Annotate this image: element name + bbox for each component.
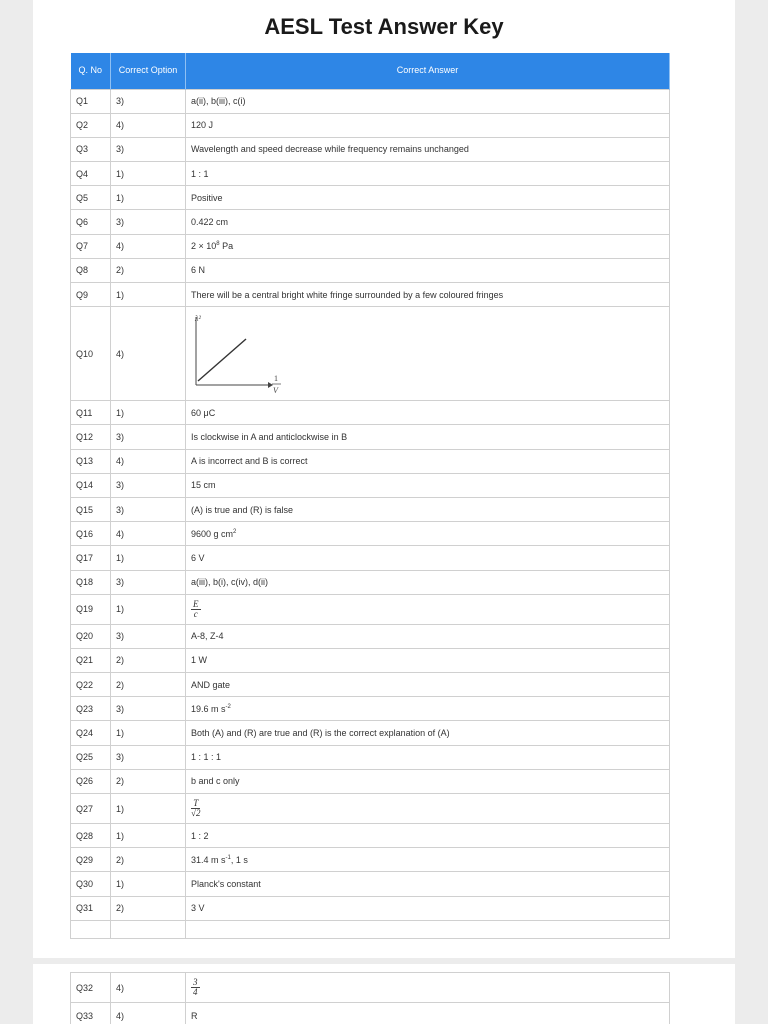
correct-answer bbox=[186, 973, 670, 1003]
correct-answer bbox=[186, 824, 670, 848]
question-number: Q9 bbox=[71, 283, 111, 307]
table-row bbox=[71, 1003, 670, 1024]
question-number: Q33 bbox=[71, 1003, 111, 1024]
question-number: Q2 bbox=[71, 113, 111, 137]
table-row bbox=[71, 697, 670, 721]
table-row bbox=[71, 745, 670, 769]
correct-option: 4) bbox=[111, 113, 186, 137]
correct-answer bbox=[186, 497, 670, 521]
table-row bbox=[71, 425, 670, 449]
question-number: Q30 bbox=[71, 872, 111, 896]
question-number: Q24 bbox=[71, 721, 111, 745]
answer-text: AND gate bbox=[191, 679, 231, 690]
fraction-numerator: 3 bbox=[193, 977, 198, 987]
fraction-numerator: T bbox=[193, 798, 199, 808]
correct-answer bbox=[186, 769, 670, 793]
correct-option: 1) bbox=[111, 401, 186, 425]
correct-answer bbox=[186, 283, 670, 307]
table-row bbox=[71, 497, 670, 521]
correct-option: 2) bbox=[111, 769, 186, 793]
correct-option: 3) bbox=[111, 89, 186, 113]
table-row bbox=[71, 473, 670, 497]
empty-cell bbox=[186, 920, 670, 938]
answer-text: 3 V bbox=[191, 903, 205, 914]
correct-option: 3) bbox=[111, 697, 186, 721]
table-row bbox=[71, 401, 670, 425]
correct-answer bbox=[186, 624, 670, 648]
correct-option: 3) bbox=[111, 570, 186, 594]
question-number: Q4 bbox=[71, 162, 111, 186]
table-row bbox=[71, 848, 670, 872]
correct-answer bbox=[186, 745, 670, 769]
answer-text: Planck's constant bbox=[191, 878, 261, 889]
question-number: Q13 bbox=[71, 449, 111, 473]
correct-answer bbox=[186, 137, 670, 161]
question-number: Q17 bbox=[71, 546, 111, 570]
correct-option: 4) bbox=[111, 307, 186, 401]
table-row bbox=[71, 570, 670, 594]
correct-option: 1) bbox=[111, 546, 186, 570]
correct-option: 3) bbox=[111, 497, 186, 521]
table-row bbox=[71, 258, 670, 282]
correct-answer bbox=[186, 721, 670, 745]
correct-option: 4) bbox=[111, 1003, 186, 1024]
table-row bbox=[71, 973, 670, 1003]
graph-x-label-num: 1 bbox=[274, 373, 278, 383]
correct-option: 1) bbox=[111, 824, 186, 848]
answer-text: Both (A) and (R) are true and (R) is the correct explanation of (A) bbox=[191, 728, 450, 739]
fraction-numerator: E bbox=[193, 598, 199, 609]
correct-option: 1) bbox=[111, 872, 186, 896]
correct-option: 2) bbox=[111, 648, 186, 672]
question-number: Q10 bbox=[71, 307, 111, 401]
correct-option: 1) bbox=[111, 721, 186, 745]
table-row bbox=[71, 872, 670, 896]
answer-superscript: 8 bbox=[216, 241, 220, 248]
correct-answer bbox=[186, 307, 670, 401]
correct-option: 4) bbox=[111, 522, 186, 546]
correct-option: 3) bbox=[111, 210, 186, 234]
table-row bbox=[71, 449, 670, 473]
header-correct-answer: Correct Answer bbox=[186, 53, 670, 89]
answer-text: 0.422 cm bbox=[191, 217, 229, 228]
answer-text: (A) is true and (R) is false bbox=[191, 504, 294, 515]
question-number: Q12 bbox=[71, 425, 111, 449]
linear-graph-svg bbox=[191, 309, 286, 399]
correct-answer bbox=[186, 648, 670, 672]
correct-answer bbox=[186, 1003, 670, 1024]
question-number: Q23 bbox=[71, 697, 111, 721]
question-number: Q19 bbox=[71, 594, 111, 624]
answer-superscript: 2 bbox=[233, 528, 237, 535]
answer-key-page-1 bbox=[33, 0, 735, 958]
question-number: Q25 bbox=[71, 745, 111, 769]
question-number: Q32 bbox=[71, 973, 111, 1003]
answer-text: 1 : 2 bbox=[191, 830, 209, 841]
correct-answer bbox=[186, 522, 670, 546]
empty-cell bbox=[71, 920, 111, 938]
table-row bbox=[71, 210, 670, 234]
correct-answer bbox=[186, 872, 670, 896]
table-row bbox=[71, 624, 670, 648]
correct-option: 2) bbox=[111, 258, 186, 282]
answer-text: b and c only bbox=[191, 776, 240, 787]
table-row-empty bbox=[71, 920, 670, 938]
correct-answer bbox=[186, 89, 670, 113]
correct-answer bbox=[186, 258, 670, 282]
correct-answer bbox=[186, 113, 670, 137]
correct-answer bbox=[186, 546, 670, 570]
correct-option: 4) bbox=[111, 234, 186, 258]
answer-text: There will be a central bright white fringe surrounded by a few coloured fringes bbox=[191, 289, 504, 300]
question-number: Q6 bbox=[71, 210, 111, 234]
question-number: Q7 bbox=[71, 234, 111, 258]
answer-text: 31.4 m s bbox=[191, 854, 226, 865]
correct-answer bbox=[186, 848, 670, 872]
table-header-row bbox=[71, 53, 670, 89]
answer-fraction bbox=[191, 978, 200, 997]
answer-text: Is clockwise in A and anticlockwise in B bbox=[191, 431, 348, 442]
question-number: Q16 bbox=[71, 522, 111, 546]
answer-text: 60 μC bbox=[191, 407, 216, 418]
correct-answer bbox=[186, 425, 670, 449]
question-number: Q5 bbox=[71, 186, 111, 210]
header-correct-option: Correct Option bbox=[111, 53, 186, 89]
correct-option: 2) bbox=[111, 848, 186, 872]
correct-option: 3) bbox=[111, 425, 186, 449]
question-number: Q11 bbox=[71, 401, 111, 425]
header-q-no: Q. No bbox=[71, 53, 111, 89]
question-number: Q31 bbox=[71, 896, 111, 920]
correct-option: 3) bbox=[111, 745, 186, 769]
table-row bbox=[71, 137, 670, 161]
question-number: Q28 bbox=[71, 824, 111, 848]
correct-answer bbox=[186, 449, 670, 473]
answer-fraction bbox=[191, 600, 201, 619]
table-row bbox=[71, 794, 670, 824]
answer-superscript: -2 bbox=[225, 703, 231, 710]
table-row bbox=[71, 307, 670, 401]
correct-answer bbox=[186, 234, 670, 258]
correct-option: 3) bbox=[111, 624, 186, 648]
answer-text: A is incorrect and B is correct bbox=[191, 456, 308, 467]
answer-text: 1 : 1 : 1 bbox=[191, 752, 222, 763]
correct-answer bbox=[186, 594, 670, 624]
correct-option: 2) bbox=[111, 896, 186, 920]
answer-text: 15 cm bbox=[191, 480, 216, 491]
answer-text-after: , 1 s bbox=[230, 854, 248, 865]
correct-answer bbox=[186, 401, 670, 425]
correct-option: 4) bbox=[111, 973, 186, 1003]
correct-answer bbox=[186, 186, 670, 210]
fraction-denominator: c bbox=[193, 608, 198, 619]
answer-superscript: -1 bbox=[225, 854, 231, 861]
correct-option: 1) bbox=[111, 794, 186, 824]
answer-table bbox=[70, 53, 670, 939]
table-row bbox=[71, 824, 670, 848]
correct-option: 1) bbox=[111, 283, 186, 307]
table-row bbox=[71, 522, 670, 546]
correct-option: 3) bbox=[111, 137, 186, 161]
correct-answer bbox=[186, 794, 670, 824]
answer-text: Wavelength and speed decrease while frequency remains unchanged bbox=[191, 144, 469, 155]
table-row bbox=[71, 769, 670, 793]
question-number: Q3 bbox=[71, 137, 111, 161]
answer-text: 6 V bbox=[191, 552, 205, 563]
correct-answer bbox=[186, 673, 670, 697]
question-number: Q26 bbox=[71, 769, 111, 793]
correct-answer bbox=[186, 473, 670, 497]
correct-option: 1) bbox=[111, 186, 186, 210]
table-row bbox=[71, 162, 670, 186]
correct-option: 3) bbox=[111, 473, 186, 497]
question-number: Q29 bbox=[71, 848, 111, 872]
answer-text: R bbox=[191, 1010, 198, 1021]
question-number: Q21 bbox=[71, 648, 111, 672]
question-number: Q1 bbox=[71, 89, 111, 113]
table-row bbox=[71, 594, 670, 624]
answer-text: 1 : 1 bbox=[191, 168, 209, 179]
graph-y-label: λ² bbox=[195, 313, 201, 323]
answer-table-continued bbox=[70, 972, 670, 1024]
table-row bbox=[71, 648, 670, 672]
answer-text: 6 N bbox=[191, 265, 206, 276]
answer-text: Positive bbox=[191, 192, 223, 203]
table-row bbox=[71, 186, 670, 210]
graph-line bbox=[198, 339, 246, 381]
answer-text: a(ii), b(iii), c(i) bbox=[191, 96, 246, 107]
correct-answer bbox=[186, 162, 670, 186]
question-number: Q18 bbox=[71, 570, 111, 594]
question-number: Q15 bbox=[71, 497, 111, 521]
correct-option: 1) bbox=[111, 162, 186, 186]
correct-option: 1) bbox=[111, 594, 186, 624]
fraction-denominator: √2 bbox=[191, 808, 201, 818]
correct-answer bbox=[186, 570, 670, 594]
answer-text: 2 × 10 bbox=[191, 241, 217, 252]
correct-option: 2) bbox=[111, 673, 186, 697]
question-number: Q27 bbox=[71, 794, 111, 824]
table-row bbox=[71, 546, 670, 570]
correct-answer bbox=[186, 697, 670, 721]
answer-text: 19.6 m s bbox=[191, 703, 226, 714]
answer-text: A-8, Z-4 bbox=[191, 631, 224, 642]
answer-text: 1 W bbox=[191, 655, 208, 666]
graph-x-label-den: V bbox=[273, 385, 278, 395]
question-number: Q22 bbox=[71, 673, 111, 697]
table-row bbox=[71, 234, 670, 258]
answer-text: 120 J bbox=[191, 120, 214, 131]
answer-text-after: Pa bbox=[219, 241, 234, 252]
answer-text: 9600 g cm bbox=[191, 528, 234, 539]
correct-answer bbox=[186, 210, 670, 234]
page-title: AESL Test Answer Key bbox=[264, 14, 504, 39]
question-number: Q20 bbox=[71, 624, 111, 648]
empty-cell bbox=[111, 920, 186, 938]
fraction-denominator: 4 bbox=[193, 987, 198, 997]
table-row bbox=[71, 283, 670, 307]
table-row bbox=[71, 673, 670, 697]
answer-fraction bbox=[191, 799, 200, 818]
table-row bbox=[71, 721, 670, 745]
correct-option: 4) bbox=[111, 449, 186, 473]
correct-answer bbox=[186, 896, 670, 920]
table-row bbox=[71, 896, 670, 920]
answer-text: a(iii), b(i), c(iv), d(ii) bbox=[191, 577, 268, 588]
table-row bbox=[71, 113, 670, 137]
answer-graph bbox=[191, 309, 664, 399]
table-row bbox=[71, 89, 670, 113]
question-number: Q14 bbox=[71, 473, 111, 497]
question-number: Q8 bbox=[71, 258, 111, 282]
